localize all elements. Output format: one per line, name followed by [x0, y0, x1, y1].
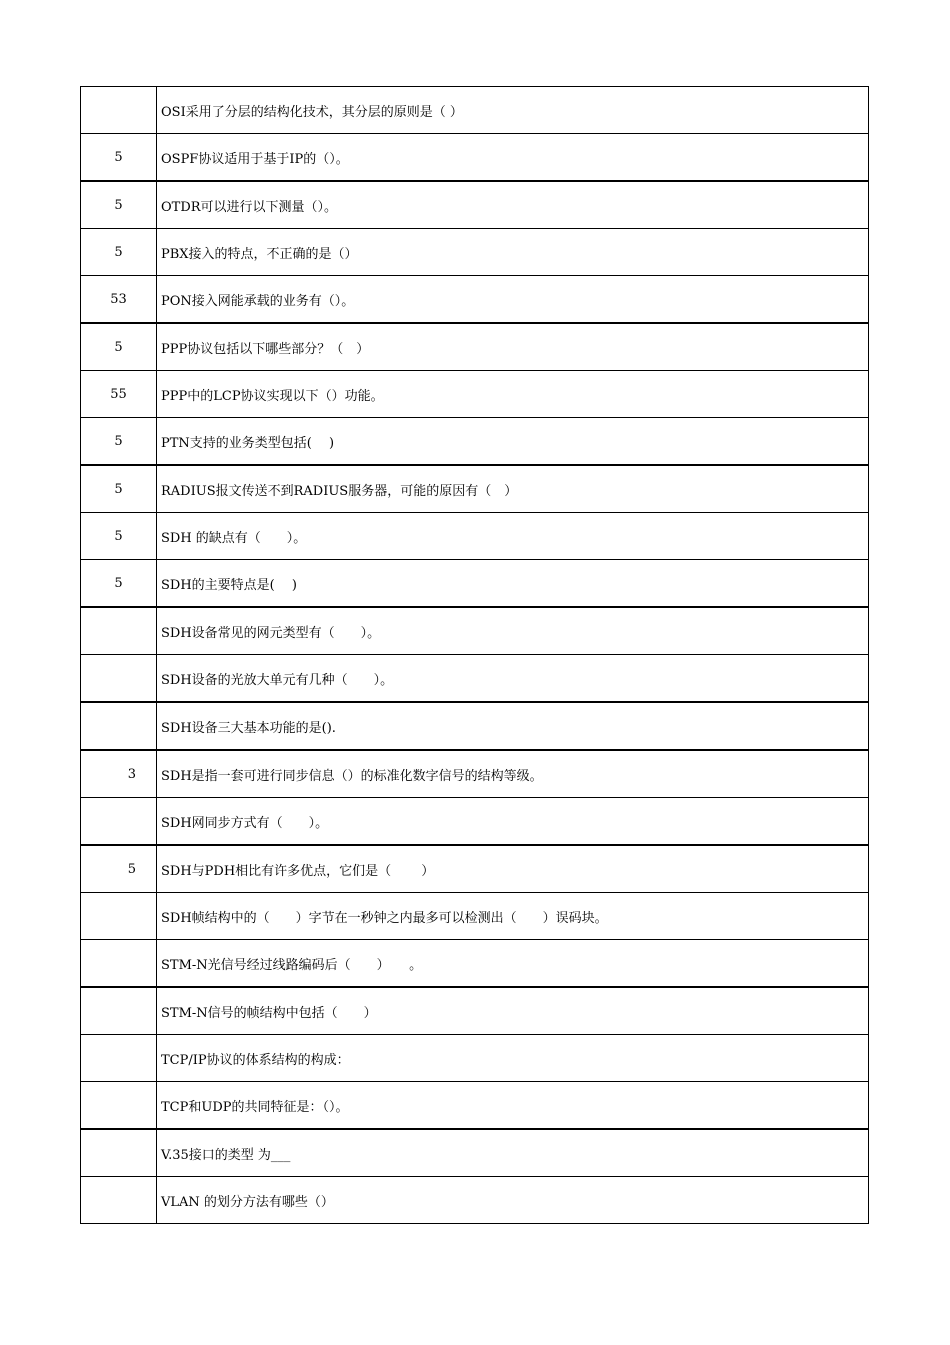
- question-cell: PPP中的LCP协议实现以下（）功能。: [157, 371, 869, 418]
- question-cell: RADIUS报文传送不到RADIUS服务器，可能的原因有（ ）: [157, 465, 869, 513]
- score-cell: [81, 655, 157, 703]
- score-cell: [81, 181, 157, 229]
- score-cell: [81, 323, 157, 371]
- score-value: 5: [114, 481, 123, 497]
- table-row: [81, 323, 869, 371]
- score-cell: [81, 987, 157, 1035]
- table-row: [81, 987, 869, 1035]
- table-row: [81, 798, 869, 846]
- score-cell: [81, 134, 157, 182]
- score-cell: [81, 87, 157, 134]
- question-cell: STM-N信号的帧结构中包括（ ）: [157, 987, 869, 1035]
- question-cell: SDH设备三大基本功能的是().: [157, 702, 869, 750]
- table-row: [81, 702, 869, 750]
- score-cell: [81, 371, 157, 418]
- score-cell: [81, 798, 157, 846]
- question-cell: SDH网同步方式有（ ）。: [157, 798, 869, 846]
- question-cell: SDH与PDH相比有许多优点，它们是（ ）: [157, 845, 869, 893]
- question-table-body: [81, 87, 869, 1224]
- table-row: [81, 229, 869, 276]
- score-cell: [81, 1082, 157, 1130]
- question-cell: PBX接入的特点，不正确的是（）: [157, 229, 869, 276]
- score-cell: [81, 893, 157, 940]
- table-row: [81, 1129, 869, 1177]
- table-row: [81, 750, 869, 798]
- question-cell: OTDR可以进行以下测量（）。: [157, 181, 869, 229]
- score-cell: [81, 1129, 157, 1177]
- score-cell: [81, 276, 157, 324]
- question-cell: SDH是指一套可进行同步信息（）的标准化数字信号的结构等级。: [157, 750, 869, 798]
- question-cell: TCP/IP协议的体系结构的构成：: [157, 1035, 869, 1082]
- question-cell: SDH设备常见的网元类型有（ ）。: [157, 607, 869, 655]
- score-value: 55: [110, 386, 127, 402]
- question-cell: TCP和UDP的共同特征是：（）。: [157, 1082, 869, 1130]
- score-value: 5: [127, 861, 136, 877]
- score-cell: [81, 465, 157, 513]
- table-row: [81, 560, 869, 608]
- table-row: [81, 893, 869, 940]
- question-cell: PPP协议包括以下哪些部分？（ ）: [157, 323, 869, 371]
- question-cell: SDH 的缺点有（ ）。: [157, 513, 869, 560]
- score-cell: [81, 845, 157, 893]
- table-row: [81, 607, 869, 655]
- score-cell: [81, 1035, 157, 1082]
- score-value: 5: [114, 149, 123, 165]
- score-cell: [81, 418, 157, 466]
- score-value: 5: [114, 433, 123, 449]
- table-row: [81, 845, 869, 893]
- table-row: [81, 1035, 869, 1082]
- score-cell: [81, 607, 157, 655]
- score-value: 5: [114, 528, 123, 544]
- score-value: 5: [114, 339, 123, 355]
- score-value: 5: [114, 244, 123, 260]
- table-row: [81, 465, 869, 513]
- score-cell: [81, 513, 157, 560]
- table-row: [81, 940, 869, 988]
- score-value: 3: [127, 766, 136, 782]
- question-cell: V.35接口的类型 为___: [157, 1129, 869, 1177]
- score-value: 5: [114, 197, 123, 213]
- question-cell: OSI采用了分层的结构化技术，其分层的原则是（ ）: [157, 87, 869, 134]
- score-value: 53: [110, 291, 127, 307]
- table-row: [81, 181, 869, 229]
- table-row: [81, 1177, 869, 1224]
- question-cell: STM-N光信号经过线路编码后（ ） 。: [157, 940, 869, 988]
- table-row: [81, 276, 869, 324]
- table-row: [81, 513, 869, 560]
- question-table: [80, 86, 869, 1224]
- question-cell: SDH帧结构中的（ ）字节在一秒钟之内最多可以检测出（ ）误码块。: [157, 893, 869, 940]
- question-cell: SDH设备的光放大单元有几种（ ）。: [157, 655, 869, 703]
- question-cell: PTN支持的业务类型包括( ): [157, 418, 869, 466]
- score-cell: [81, 940, 157, 988]
- score-cell: [81, 750, 157, 798]
- question-cell: OSPF协议适用于基于IP的（）。: [157, 134, 869, 182]
- score-cell: [81, 1177, 157, 1224]
- score-cell: [81, 702, 157, 750]
- table-row: [81, 87, 869, 134]
- score-value: 5: [114, 575, 123, 591]
- table-row: [81, 655, 869, 703]
- table-row: [81, 1082, 869, 1130]
- table-row: [81, 418, 869, 466]
- score-cell: [81, 229, 157, 276]
- question-cell: VLAN 的划分方法有哪些（）: [157, 1177, 869, 1224]
- score-cell: [81, 560, 157, 608]
- question-cell: SDH的主要特点是( ): [157, 560, 869, 608]
- table-row: [81, 134, 869, 182]
- question-cell: PON接入网能承载的业务有（）。: [157, 276, 869, 324]
- table-row: [81, 371, 869, 418]
